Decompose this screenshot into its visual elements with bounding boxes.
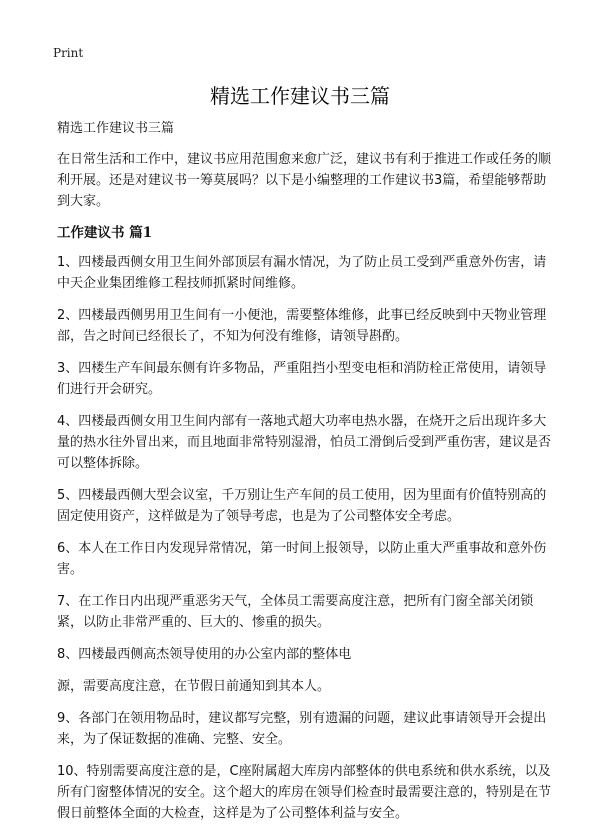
print-link[interactable]: Print bbox=[53, 46, 84, 60]
intro-paragraph: 在日常生活和工作中，建议书应用范围愈来愈广泛，建议书有利于推进工作或任务的顺利开展。还是对建议书一筹莫展吗？以下是小编整理的工作建议书3篇，希望能够帮助到大家。 bbox=[57, 152, 552, 209]
list-item: 7、在工作日内出现严重恶劣天气，全体员工需要高度注意，把所有门窗全部关闭锁紧，以防止非常严重的、巨大的、惨重的损失。 bbox=[57, 594, 534, 630]
list-item: 5、四楼最西侧大型会议室，千万别让生产车间的员工使用，因为里面有价值特别高的固定使用资产，这样做是为了领导考虑，也是为了公司整体安全考虑。 bbox=[57, 488, 547, 524]
list-item: 1、四楼最西侧女用卫生间外部顶层有漏水情况，为了防止员工受到严重意外伤害，请中天企业集团维修工程技师抓紧时间维修。 bbox=[57, 255, 547, 291]
list-item: 10、特别需要高度注意的是，C座附属超大库房内部整体的供电系统和供水系统，以及所有门窗整体情况的安全。这个超大的库房在领导们检查时最需要注意的，特别是在节假日前整体全面的大检查，这样是为了公司整体利益与安全。 bbox=[57, 764, 552, 821]
list-item: 8、四楼最西侧高杰领导使用的办公室内部的整体电 bbox=[57, 647, 352, 662]
article-subtitle: 精选工作建议书三篇 bbox=[57, 121, 175, 136]
page-title: 精选工作建议书三篇 bbox=[210, 84, 390, 108]
list-item: 9、各部门在领用物品时，建议都写完整，别有遗漏的问题，建议此事请领导开会提出来，为了保证数据的准确、完整、安全。 bbox=[57, 711, 547, 747]
list-item: 2、四楼最西侧男用卫生间有一小便池，需要整体维修，此事已经反映到中天物业管理部，告之时间已经很长了，不知为何没有维修，请领导斟酌。 bbox=[57, 308, 547, 344]
section-heading: 工作建议书 篇1 bbox=[57, 225, 153, 241]
list-item: 4、四楼最西侧女用卫生间内部有一落地式超大功率电热水器，在烧开之后出现许多大量的热水往外冒出来，而且地面非常特别湿滑，怕员工滑倒后受到严重伤害，建议是否可以整体拆除。 bbox=[57, 414, 552, 471]
list-item: 6、本人在工作日内发现异常情况，第一时间上报领导，以防止重大严重事故和意外伤害。 bbox=[57, 541, 547, 577]
list-item: 源，需要高度注意，在节假日前通知到其本人。 bbox=[57, 679, 331, 694]
list-item: 3、四楼生产车间最东侧有许多物品，严重阻挡小型变电柜和消防栓正常使用，请领导们进行开会研究。 bbox=[57, 361, 547, 397]
article-body bbox=[57, 118, 552, 835]
